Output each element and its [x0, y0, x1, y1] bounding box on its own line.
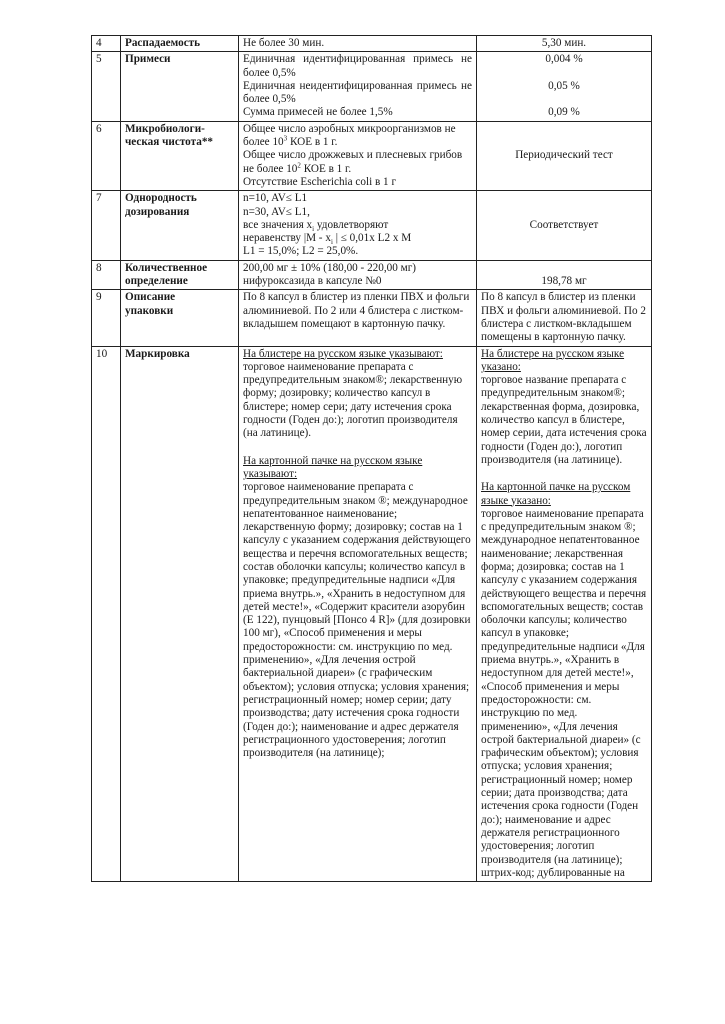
row-number: 9 — [92, 290, 121, 346]
result-line: 0,05 % — [548, 79, 580, 92]
parameter-name: Описание упаковки — [121, 290, 239, 346]
requirement-line: Общее число аэробных микроорганизмов не более $10^3$ КОЕ в 1 г. — [243, 122, 456, 149]
requirement-line: L1 = 15,0%; L2 = 25,0%. — [243, 245, 359, 258]
box-result — [481, 481, 647, 880]
requirement-line: Отсутствие Escherichia coli в 1 г — [243, 175, 397, 188]
blister-requirement — [243, 348, 472, 441]
box-requirement — [243, 455, 472, 761]
table-row — [92, 191, 652, 260]
requirement-cell — [239, 260, 477, 290]
blister-result — [481, 348, 647, 468]
requirement-cell — [239, 346, 477, 882]
row-number: 8 — [92, 260, 121, 290]
result-cell: Соответствует — [477, 191, 652, 260]
requirement-line: 200,00 мг ± 10% (180,00 - 220,00 мг) — [243, 261, 417, 274]
table-row — [92, 260, 652, 290]
parameter-name: Примеси — [121, 52, 239, 121]
blister-heading: На блистере на русском языке указано: — [481, 347, 625, 373]
result-cell: По 8 капсул в блистер из пленки ПВХ и фольги алюминиевой. По 2 блистера с листком-вкладышем помещены в картонную пачку. — [477, 290, 652, 346]
row-number: 6 — [92, 121, 121, 190]
blister-heading: На блистере на русском языке указывают: — [243, 347, 443, 360]
requirement-cell: Не более 30 мин. — [239, 36, 477, 52]
requirement-line: Сумма примесей не более 1,5% — [243, 106, 393, 119]
result-cell — [477, 52, 652, 121]
result-cell: 5,30 мин. — [477, 36, 652, 52]
requirement-cell — [239, 52, 477, 121]
blister-text: торговое наименование препарата с предупредительным знаком®; лекарственную форму; дозировку; количество капсул в блистере; номер сери; дату истечения срока годности (Годен до:); логотип производителя (на латинице). — [243, 360, 463, 440]
requirement-cell: По 8 капсул в блистер из пленки ПВХ и фольги алюминиевой. По 2 или 4 блистера с листком-вкладышем помещают в картонную пачку. — [239, 290, 477, 346]
table-row — [92, 36, 652, 52]
box-heading: На картонной пачке на русском языке указывают: — [243, 454, 423, 480]
requirement-line: Единичная идентифицированная примесь не более 0,5% — [243, 53, 472, 79]
box-text: торговое наименование препарата с предупредительным знаком ®; международное непатентованное наименование; лекарственную форму; дозировку; состав на 1 капсулу с указанием содержания действующего вещества и перечня вспомогательных веществ; состав оболочки капсулы; количество капсул в упаковке; предупредительные надписи «Для приема внутрь.», «Хранить в недоступном для детей месте!», «Содержит красители азорубин (Е 122), пунцовый [Понсо 4 R]» (для дозировки 100 мг), «Способ применения и меры предосторожности: см. инструкцию по мед. применению», «Для лечения острой бактериальной диареи» (с графическим объектом); условия отпуска; условия хранения; регистрационный номер; номер серии; дату производства; дату истечения срока годности (Годен до:); наименование и адрес держателя регистрационного удостоверения; логотип производителя (на латинице); — [243, 481, 471, 760]
result-cell: 198,78 мг — [477, 260, 652, 290]
parameter-name: Однородность дозирования — [121, 191, 239, 260]
table-row — [92, 346, 652, 882]
requirement-line: n=10, AV≤ L1 — [243, 192, 308, 205]
parameter-name: Микробиологи- ческая чистота** — [121, 121, 239, 190]
requirement-line: неравенству $|M - x_i$ | ≤ 0,01x L2 x M — [243, 232, 412, 247]
requirement-cell — [239, 121, 477, 190]
box-heading: На картонной пачке на русском языке указано: — [481, 481, 631, 507]
result-line: 0,09 % — [548, 105, 580, 118]
parameter-name: Распадаемость — [121, 36, 239, 52]
result-line: 0,004 % — [545, 53, 583, 66]
row-number: 10 — [92, 346, 121, 882]
requirement-cell — [239, 191, 477, 260]
table-row — [92, 290, 652, 346]
box-text: торговое наименование препарата с предупредительным знаком ®; международное непатентованное наименование; лекарственная форма; дозировка; состав на 1 капсулу с указанием содержания действующего вещества и перечня вспомогательных веществ; состав оболочки капсулы; количество капсул в упаковке; предупредительные надписи «Для приема внутрь.», «Хранить в недоступном для детей месте!», «Способ применения и меры предосторожности: см. инструкцию по мед. применению», «Для лечения острой бактериальной диареи» (с графическим объектом); условия отпуска; условия хранения; регистрационный номер; номер серии; дата производства; дата истечения срока годности (Годен до:); наименование и адрес держателя регистрационного удостоверения; логотип производителя (на латинице); штрих-код; дублированные на — [481, 507, 647, 879]
result-cell: Периодический тест — [477, 121, 652, 190]
requirement-line: нифуроксазида в капсуле №0 — [243, 275, 382, 288]
requirement-line: n=30, AV≤ L1, — [243, 205, 310, 218]
blister-text: торговое название препарата с предупредительным знаком®; лекарственная форма, дозировка, количество капсул в блистере, номер серии, дата истечения срока годности (Годен до:), логотип производителя (на латинице). — [481, 374, 647, 466]
requirement-line: Единичная неидентифицированная примесь не более 0,5% — [243, 79, 472, 106]
table-row — [92, 52, 652, 121]
parameter-name: Маркировка — [121, 346, 239, 882]
parameter-name: Количественное определение — [121, 260, 239, 290]
row-number: 7 — [92, 191, 121, 260]
requirement-line: все значения $x_i$ удовлетворяют — [243, 218, 389, 234]
row-number: 5 — [92, 52, 121, 121]
specification-table — [91, 35, 652, 882]
result-cell — [477, 346, 652, 882]
table-row — [92, 121, 652, 190]
requirement-line: Общее число дрожжевых и плесневых грибов не более $10^2$ КОЕ в 1 г. — [243, 149, 463, 175]
row-number: 4 — [92, 36, 121, 52]
